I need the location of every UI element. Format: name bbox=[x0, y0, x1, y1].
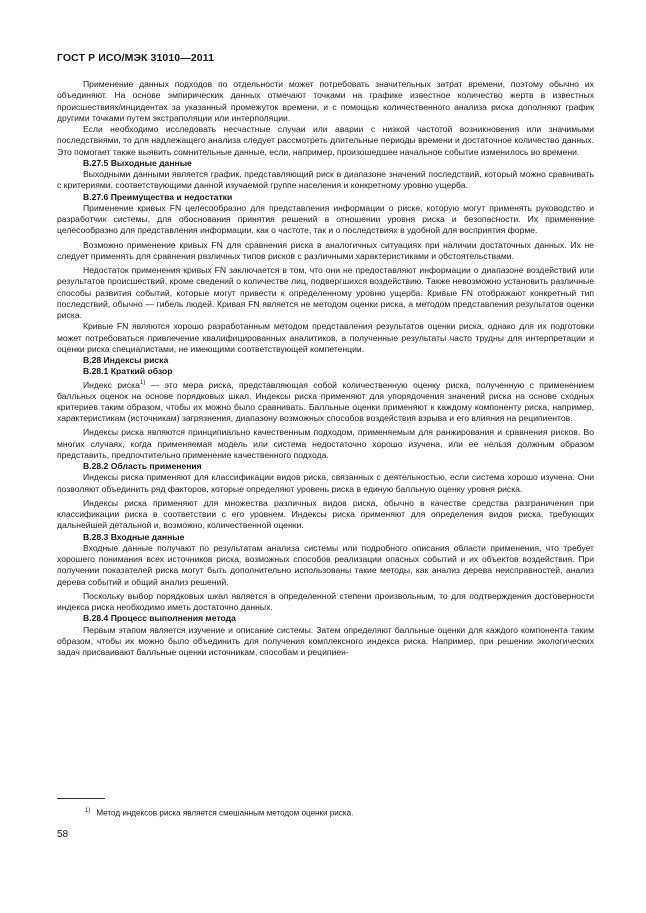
paragraph: Применение кривых FN целесообразно для представления информации о риске, которую могут применять руководство и разработчик системы, для обоснования принятия решений в отношении уровня риска и безопасности. Их применение целесообразно для представления информации, как о частоте, так и о последствиях в удобной для восприятия форме. bbox=[57, 202, 594, 236]
section-heading: В.28.1 Краткий обзор bbox=[83, 366, 173, 377]
paragraph: Применение данных подходов по отдельности может потребовать значительных затрат времени, поэтому обычно их объединяют. На основе эмпирических данных отмечают точками на графике известное количество жертв в известных происшествиях/инцидентах за указанный промежуток времени, и с помощью количественного анализа риска дополняют график другими точками путем экстраполяции или интерполяции. bbox=[57, 79, 594, 123]
paragraph: Недостаток применения кривых FN заключается в том, что они не предоставляют информации о диапазоне воздействий или результатов происшествий, кроме сведений о количестве лиц, подвергшихся воздействию. Также невозможно установить различные способы развития событий, которые могут привести к определенному уровню ущерба. Кривые FN отображают конкретный тип последствий, обычно — гибель людей. Кривая FN является не методом оценки риска, а методом представления результатов оценки риска. bbox=[57, 265, 594, 320]
paragraph bbox=[57, 378, 594, 425]
section-heading: В.28 Индексы риска bbox=[83, 355, 169, 365]
section-heading: В.28.2 Область применения bbox=[83, 461, 202, 472]
page-number: 58 bbox=[57, 829, 69, 840]
section-heading: В.27.5 Выходные данные bbox=[83, 157, 192, 168]
section-heading: В.28.4 Процесс выполнения метода bbox=[83, 613, 236, 624]
section-heading: В.28.3 Входные данные bbox=[83, 531, 185, 542]
paragraph: Входные данные получают по результатам анализа системы или подробного описания области применения, что требует хорошего понимания всех источников риска, возможных способов реализации опасных событий и их объектов воздействия. При получении показателей риска могут быть дополнительно использованы такие методы, как анализ дерева неисправностей, анализ дерева событий и общий анализ решений. bbox=[57, 542, 594, 587]
footnote-ref: 1) bbox=[139, 379, 146, 386]
paragraph: Кривые FN являются хорошо разработанным методом представления результатов оценки риска, однако для их подготовки может потребоваться привлечение квалифицированных аналитиков, а полученные результаты часто трудны для интерпретации и оценки риска специалистами, не имеющими соответствующей компетенции. bbox=[57, 321, 594, 354]
paragraph: Первым этапом является изучение и описание системы. Затем определяют балльные оценки для каждого компонента таким образом, чтобы их можно было объединить для получения комплексного индекса риска. Например, при решении экологических задач присваивают балльные оценки источникам, способам и реципиен- bbox=[57, 624, 594, 658]
section-heading: В.27.6 Преимущества и недостатки bbox=[83, 191, 233, 202]
paragraph: Выходными данными является график, представляющий риск в диапазоне значений последствий, который можно сравнивать с критериями, соответствующими данной изучаемой группе населения и конкретному уровню ущерба. bbox=[57, 169, 594, 191]
paragraph: Индексы риска применяют для классификации видов риска, связанных с деятельностью, если система хорошо изучена. Они позволяют объединить ряд факторов, которые определяют уровень риска в единую балльную оценку уровня риска. bbox=[57, 472, 594, 494]
paragraph: Индексы риска применяют для множества различных видов риска, обычно в качестве средства разграничения при классификации риска в соответствии с его уровнем. Индексы риска применяют для определения видов риска, требующих дальнейшей детальной и, возможно, количественной оценки. bbox=[57, 497, 594, 531]
paragraph: Поскольку выбор порядковых шкал является в определенной степени произвольным, то для подтверждения достоверности индекса риска необходимо иметь достаточно данных. bbox=[57, 590, 594, 613]
footnote-text: Метод индексов риска является смешанным методом оценки риска. bbox=[96, 808, 354, 818]
footnote-mark: 1) bbox=[85, 808, 91, 814]
page-body bbox=[57, 79, 594, 658]
text-run: Индекс риска bbox=[83, 379, 140, 390]
document-header: ГОСТ Р ИСО/МЭК 31010—2011 bbox=[57, 52, 215, 64]
footnote-separator bbox=[57, 798, 105, 799]
text-run: — это мера риска, представляющая собой количественную оценку риска, полученную с применением балльных оценок на основе порядковых шкал. Индексы риска применяют для упорядочения значений риска на основе сходных критериев таким образом, чтобы их можно было сравнивать. Балльные оценки применяют к каждому компоненту риска, например, характеристикам (источникам) загрязнения, диапазону возможных способов воздействия взрыва и его влияния на реципиентов. bbox=[57, 379, 594, 424]
footnote bbox=[85, 808, 353, 818]
paragraph: Если необходимо исследовать несчастные случаи или аварии с низкой частотой возникновения или значимыми последствиями, то для надлежащего анализа следует рассмотреть длительные периоды времени и достаточное количество данных. Это помогает также выявить сомнительные данные, если, например, произошедшее начальное событие изменилось во времени. bbox=[57, 124, 594, 157]
paragraph: Возможно применение кривых FN для сравнения риска в аналогичных ситуациях при наличии достаточных данных. Их не следует применять для сравнения различных типов рисков с различными характеристиками и обстоятельствами. bbox=[57, 239, 594, 261]
paragraph: Индексы риска являются принципиально качественным подходом, применяемым для ранжирования и сравнения рисков. Во многих случаях, когда применяемая модель или система недостаточно хорошо изучена, или ее нельзя должным образом представить, предпочтительно применение качественного подхода. bbox=[57, 427, 594, 460]
